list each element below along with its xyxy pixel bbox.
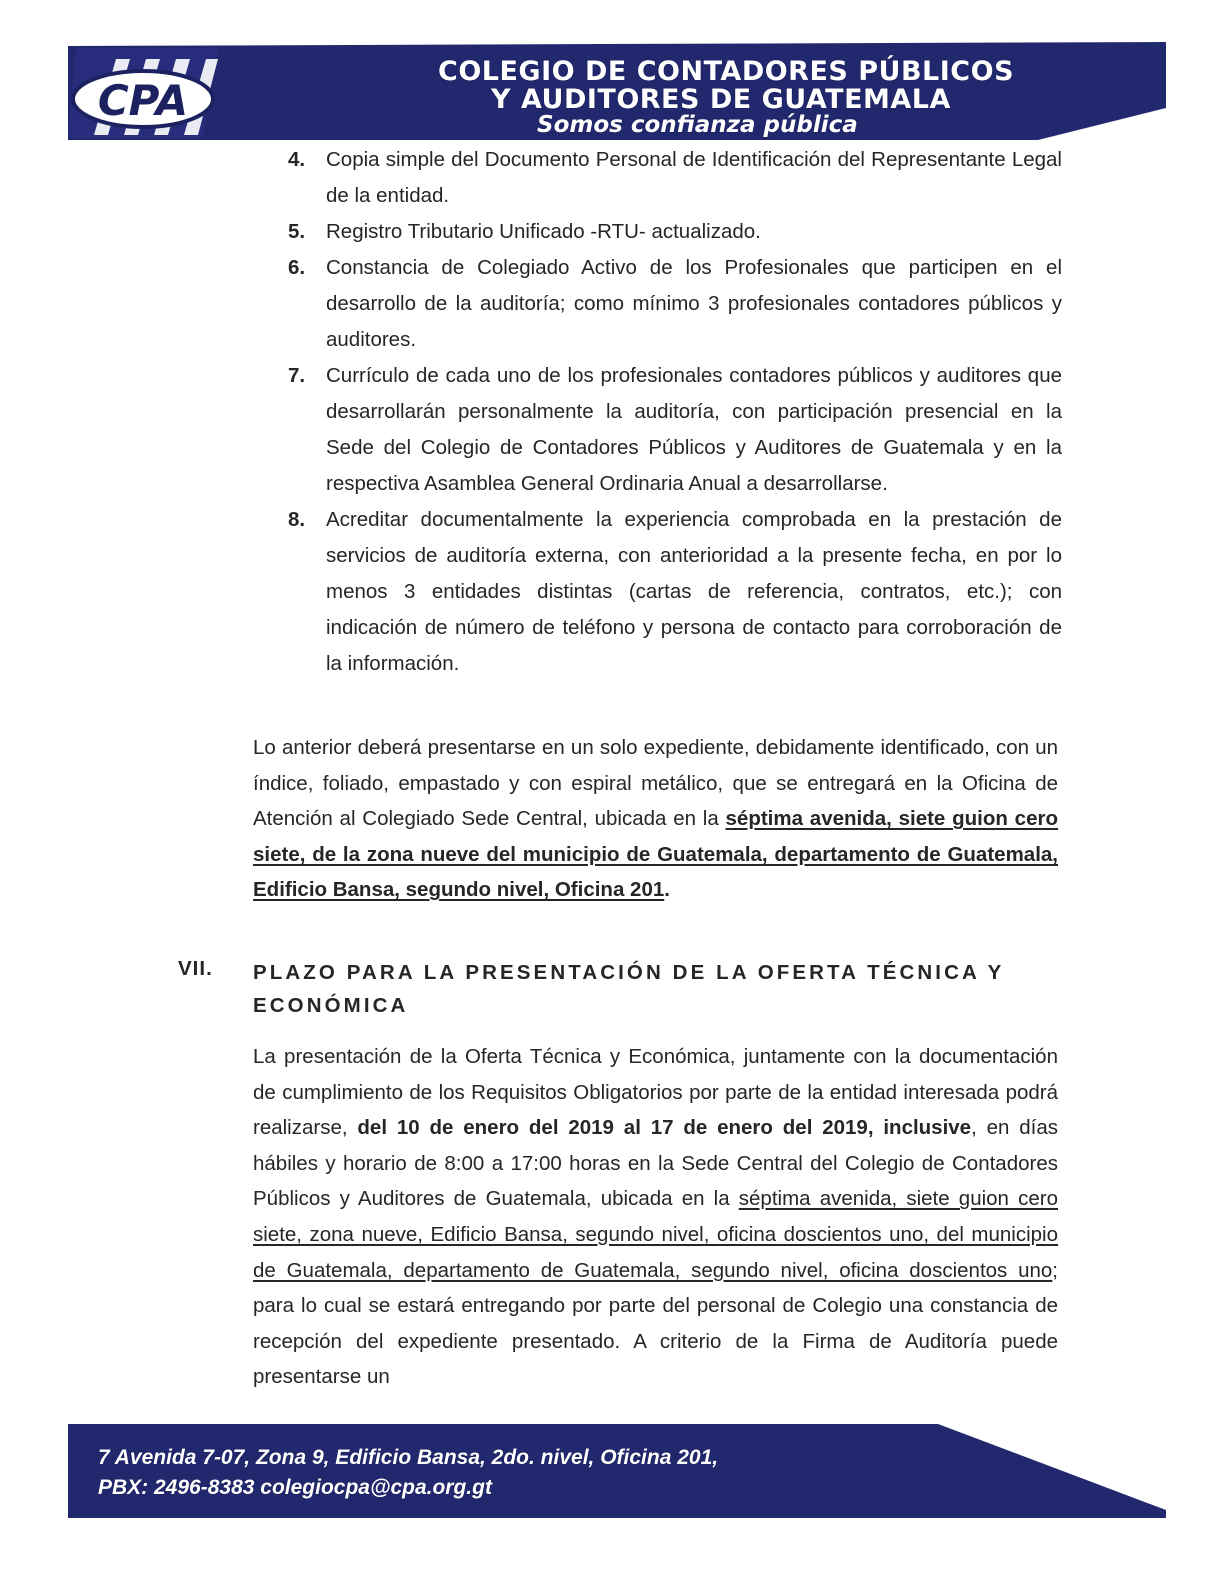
list-item-text: Constancia de Colegiado Activo de los Profesionales que participen en el desarrollo de la auditoría; como mínimo 3 profesionales contadores públicos y auditores.: [326, 256, 1062, 351]
list-item: [288, 250, 1062, 358]
footer-contact: PBX: 2496-8383 colegiocpa@cpa.org.gt: [98, 1476, 492, 1499]
cpa-logo: [68, 57, 218, 137]
paragraph-text: La presentación de la Oferta Técnica y Económica, juntamente con la documentación de cumplimiento de los Requisitos Obligatorios por parte de la entidad interesada podrá realizarse,: [253, 1045, 1058, 1140]
list-item-number: 7.: [288, 364, 306, 387]
address-underlined: séptima avenida, siete guion cero siete, zona nueve, Edificio Bansa, segundo nivel, oficina doscientos uno, del municipio de Guatemala, departamento de Guatemala, segundo nivel, oficina doscientos uno: [253, 1187, 1058, 1282]
header-slogan: Somos confianza pública: [537, 112, 858, 138]
footer-band: [68, 1424, 1166, 1518]
list-item-text: Currículo de cada uno de los profesionales contadores públicos y auditores que desarrollarán personalmente la auditoría, con participación presencial en la Sede del Colegio de Contadores Públicos y Auditores de Guatemala y en la respectiva Asamblea General Ordinaria Anual a desarrollarse.: [326, 364, 1062, 495]
list-item: [288, 214, 1062, 250]
footer-address: 7 Avenida 7-07, Zona 9, Edificio Bansa, 2do. nivel, Oficina 201,: [98, 1446, 719, 1469]
list-item-number: 8.: [288, 508, 306, 531]
section-title: PLAZO PARA LA PRESENTACIÓN DE LA OFERTA TÉCNICA Y ECONÓMICA: [253, 961, 1004, 1017]
paragraph-end: .: [664, 878, 670, 902]
section-number: VII.: [178, 957, 213, 980]
paragraph-text: ; para lo cual se estará entregando por parte del personal de Colegio una constancia de recepción del expediente presentado. A criterio de la Firma de Auditoría puede presentarse un: [253, 1258, 1058, 1389]
submission-paragraph: [253, 730, 1058, 908]
requirements-list: [288, 142, 1062, 682]
list-item-number: 5.: [288, 220, 306, 243]
header-title-line2: Y AUDITORES DE GUATEMALA: [491, 84, 951, 115]
list-item-number: 4.: [288, 148, 306, 171]
list-item: [288, 502, 1062, 682]
list-item-text: Acreditar documentalmente la experiencia comprobada en la prestación de servicios de auditoría externa, con anterioridad a la presente fecha, en por lo menos 3 entidades distintas (cartas de referencia, contratos, etc.); con indicación de número de teléfono y persona de contacto para corroboración de la información.: [326, 508, 1062, 675]
paragraph-text: Lo anterior deberá presentarse en un solo expediente, debidamente identificado, con un índice, foliado, empastado y con espiral metálico, que se entregará en la Oficina de Atención al Colegiado Sede Central, ubicada en la: [253, 736, 1058, 831]
list-item-text: Copia simple del Documento Personal de Identificación del Representante Legal de la entidad.: [326, 148, 1062, 207]
list-item-number: 6.: [288, 256, 306, 279]
address-emphasis: séptima avenida, siete guion cero siete, de la zona nueve del municipio de Guatemala, departamento de Guatemala, Edificio Bansa, segundo nivel, Oficina 201: [253, 807, 1058, 902]
deadline-paragraph: [253, 1039, 1058, 1395]
list-item-text: Registro Tributario Unificado -RTU- actualizado.: [326, 220, 761, 243]
list-item: [288, 358, 1062, 502]
date-range: del 10 de enero del 2019 al 17 de enero del 2019, inclusive: [357, 1116, 972, 1140]
header-title-line1: COLEGIO DE CONTADORES PÚBLICOS: [438, 56, 1015, 87]
paragraph-text: , en días hábiles y horario de 8:00 a 17:00 horas en la Sede Central del Colegio de Contadores Públicos y Auditores de Guatemala, ubicada en la: [253, 1116, 1059, 1211]
logo-text: CPA: [97, 76, 189, 125]
list-item: [288, 142, 1062, 214]
